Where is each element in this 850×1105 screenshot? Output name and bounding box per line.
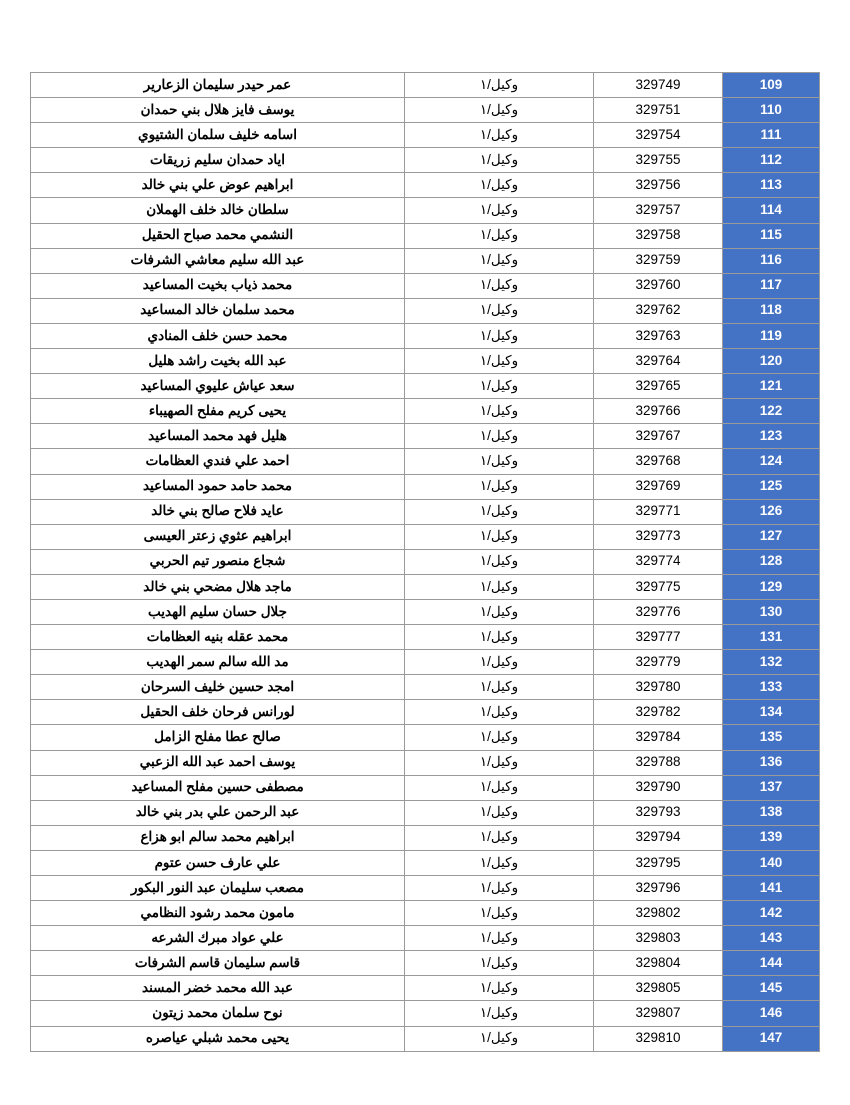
row-id-cell: 329775 bbox=[594, 574, 723, 599]
row-id-cell: 329755 bbox=[594, 148, 723, 173]
row-index-cell: 133 bbox=[723, 675, 820, 700]
row-index-cell: 112 bbox=[723, 148, 820, 173]
table-row bbox=[31, 574, 820, 599]
row-id-cell: 329796 bbox=[594, 876, 723, 901]
row-name-cell: النشمي محمد صباح الحقيل bbox=[31, 223, 405, 248]
row-index-cell: 141 bbox=[723, 876, 820, 901]
table-row bbox=[31, 675, 820, 700]
row-id-cell: 329804 bbox=[594, 951, 723, 976]
row-index-cell: 138 bbox=[723, 800, 820, 825]
row-id-cell: 329802 bbox=[594, 901, 723, 926]
row-type-cell: وكيل/١ bbox=[405, 524, 594, 549]
table-row bbox=[31, 650, 820, 675]
row-id-cell: 329807 bbox=[594, 1001, 723, 1026]
row-id-cell: 329767 bbox=[594, 424, 723, 449]
row-type-cell: وكيل/١ bbox=[405, 876, 594, 901]
row-name-cell: عبد الله محمد خضر المسند bbox=[31, 976, 405, 1001]
row-name-cell: عبد الرحمن علي بدر بني خالد bbox=[31, 800, 405, 825]
table-row bbox=[31, 449, 820, 474]
row-name-cell: صالح عطا مفلح الزامل bbox=[31, 725, 405, 750]
row-name-cell: ابراهيم محمد سالم ابو هزاع bbox=[31, 825, 405, 850]
row-id-cell: 329793 bbox=[594, 800, 723, 825]
row-name-cell: شجاع منصور تيم الحربي bbox=[31, 549, 405, 574]
table-row bbox=[31, 524, 820, 549]
row-id-cell: 329790 bbox=[594, 775, 723, 800]
table-row bbox=[31, 800, 820, 825]
row-type-cell: وكيل/١ bbox=[405, 976, 594, 1001]
row-id-cell: 329756 bbox=[594, 173, 723, 198]
row-name-cell: قاسم سليمان قاسم الشرفات bbox=[31, 951, 405, 976]
row-index-cell: 134 bbox=[723, 700, 820, 725]
row-name-cell: محمد سلمان خالد المساعيد bbox=[31, 298, 405, 323]
row-type-cell: وكيل/١ bbox=[405, 424, 594, 449]
row-name-cell: يحيى كريم مفلح الصهيباء bbox=[31, 399, 405, 424]
row-type-cell: وكيل/١ bbox=[405, 625, 594, 650]
row-id-cell: 329757 bbox=[594, 198, 723, 223]
row-name-cell: لورانس فرحان خلف الحقيل bbox=[31, 700, 405, 725]
row-index-cell: 135 bbox=[723, 725, 820, 750]
row-name-cell: يوسف فايز هلال بني حمدان bbox=[31, 98, 405, 123]
table-row bbox=[31, 775, 820, 800]
row-type-cell: وكيل/١ bbox=[405, 374, 594, 399]
row-name-cell: امجد حسين خليف السرحان bbox=[31, 675, 405, 700]
row-index-cell: 126 bbox=[723, 499, 820, 524]
row-id-cell: 329780 bbox=[594, 675, 723, 700]
row-id-cell: 329765 bbox=[594, 374, 723, 399]
table-row bbox=[31, 1026, 820, 1051]
row-name-cell: سعد عياش عليوي المساعيد bbox=[31, 374, 405, 399]
row-name-cell: محمد حسن خلف المنادي bbox=[31, 323, 405, 348]
table-row bbox=[31, 725, 820, 750]
row-name-cell: عمر حيدر سليمان الزعارير bbox=[31, 73, 405, 98]
row-type-cell: وكيل/١ bbox=[405, 323, 594, 348]
row-name-cell: يوسف احمد عبد الله الزعبي bbox=[31, 750, 405, 775]
row-id-cell: 329758 bbox=[594, 223, 723, 248]
row-id-cell: 329749 bbox=[594, 73, 723, 98]
row-id-cell: 329805 bbox=[594, 976, 723, 1001]
row-id-cell: 329777 bbox=[594, 625, 723, 650]
row-id-cell: 329788 bbox=[594, 750, 723, 775]
table-row bbox=[31, 223, 820, 248]
row-id-cell: 329810 bbox=[594, 1026, 723, 1051]
row-type-cell: وكيل/١ bbox=[405, 549, 594, 574]
row-name-cell: محمد عقله بنيه العظامات bbox=[31, 625, 405, 650]
row-id-cell: 329751 bbox=[594, 98, 723, 123]
row-id-cell: 329768 bbox=[594, 449, 723, 474]
table-row bbox=[31, 876, 820, 901]
row-name-cell: علي عارف حسن عتوم bbox=[31, 850, 405, 875]
row-id-cell: 329760 bbox=[594, 273, 723, 298]
row-name-cell: مد الله سالم سمر الهديب bbox=[31, 650, 405, 675]
row-type-cell: وكيل/١ bbox=[405, 248, 594, 273]
row-index-cell: 121 bbox=[723, 374, 820, 399]
table-row bbox=[31, 850, 820, 875]
roster-table bbox=[30, 72, 820, 1052]
table-row bbox=[31, 198, 820, 223]
row-name-cell: ابراهيم عوض علي بني خالد bbox=[31, 173, 405, 198]
row-name-cell: اياد حمدان سليم زريقات bbox=[31, 148, 405, 173]
row-index-cell: 117 bbox=[723, 273, 820, 298]
row-id-cell: 329754 bbox=[594, 123, 723, 148]
row-index-cell: 140 bbox=[723, 850, 820, 875]
row-index-cell: 119 bbox=[723, 323, 820, 348]
row-type-cell: وكيل/١ bbox=[405, 700, 594, 725]
row-type-cell: وكيل/١ bbox=[405, 825, 594, 850]
row-index-cell: 136 bbox=[723, 750, 820, 775]
row-index-cell: 120 bbox=[723, 349, 820, 374]
row-index-cell: 109 bbox=[723, 73, 820, 98]
row-name-cell: احمد علي فندي العظامات bbox=[31, 449, 405, 474]
row-index-cell: 128 bbox=[723, 549, 820, 574]
row-index-cell: 127 bbox=[723, 524, 820, 549]
row-type-cell: وكيل/١ bbox=[405, 850, 594, 875]
row-index-cell: 111 bbox=[723, 123, 820, 148]
table-row bbox=[31, 298, 820, 323]
table-row bbox=[31, 825, 820, 850]
row-type-cell: وكيل/١ bbox=[405, 499, 594, 524]
row-id-cell: 329764 bbox=[594, 349, 723, 374]
row-index-cell: 139 bbox=[723, 825, 820, 850]
row-id-cell: 329771 bbox=[594, 499, 723, 524]
row-index-cell: 123 bbox=[723, 424, 820, 449]
row-index-cell: 142 bbox=[723, 901, 820, 926]
table-row bbox=[31, 926, 820, 951]
table-row bbox=[31, 549, 820, 574]
row-type-cell: وكيل/١ bbox=[405, 98, 594, 123]
row-id-cell: 329784 bbox=[594, 725, 723, 750]
row-id-cell: 329794 bbox=[594, 825, 723, 850]
row-id-cell: 329803 bbox=[594, 926, 723, 951]
row-index-cell: 125 bbox=[723, 474, 820, 499]
row-type-cell: وكيل/١ bbox=[405, 399, 594, 424]
table-row bbox=[31, 424, 820, 449]
table-row bbox=[31, 599, 820, 624]
table-row bbox=[31, 700, 820, 725]
row-type-cell: وكيل/١ bbox=[405, 725, 594, 750]
table-row bbox=[31, 248, 820, 273]
row-type-cell: وكيل/١ bbox=[405, 349, 594, 374]
row-name-cell: عايد فلاح صالح بني خالد bbox=[31, 499, 405, 524]
row-type-cell: وكيل/١ bbox=[405, 574, 594, 599]
table-row bbox=[31, 951, 820, 976]
row-name-cell: هليل فهد محمد المساعيد bbox=[31, 424, 405, 449]
row-id-cell: 329759 bbox=[594, 248, 723, 273]
row-index-cell: 122 bbox=[723, 399, 820, 424]
row-index-cell: 131 bbox=[723, 625, 820, 650]
table-row bbox=[31, 750, 820, 775]
row-type-cell: وكيل/١ bbox=[405, 599, 594, 624]
table-row bbox=[31, 323, 820, 348]
row-index-cell: 115 bbox=[723, 223, 820, 248]
row-type-cell: وكيل/١ bbox=[405, 73, 594, 98]
row-type-cell: وكيل/١ bbox=[405, 951, 594, 976]
row-type-cell: وكيل/١ bbox=[405, 273, 594, 298]
row-index-cell: 113 bbox=[723, 173, 820, 198]
table-row bbox=[31, 374, 820, 399]
row-index-cell: 147 bbox=[723, 1026, 820, 1051]
row-index-cell: 130 bbox=[723, 599, 820, 624]
row-index-cell: 144 bbox=[723, 951, 820, 976]
row-type-cell: وكيل/١ bbox=[405, 474, 594, 499]
row-name-cell: سلطان خالد خلف الهملان bbox=[31, 198, 405, 223]
row-name-cell: مامون محمد رشود النظامي bbox=[31, 901, 405, 926]
row-name-cell: ابراهيم عثوي زعتر العيسى bbox=[31, 524, 405, 549]
row-id-cell: 329769 bbox=[594, 474, 723, 499]
row-type-cell: وكيل/١ bbox=[405, 223, 594, 248]
table-row bbox=[31, 499, 820, 524]
row-name-cell: عبد الله سليم معاشي الشرفات bbox=[31, 248, 405, 273]
row-name-cell: جلال حسان سليم الهديب bbox=[31, 599, 405, 624]
row-id-cell: 329763 bbox=[594, 323, 723, 348]
row-type-cell: وكيل/١ bbox=[405, 173, 594, 198]
row-index-cell: 137 bbox=[723, 775, 820, 800]
row-type-cell: وكيل/١ bbox=[405, 775, 594, 800]
row-id-cell: 329766 bbox=[594, 399, 723, 424]
table-row bbox=[31, 73, 820, 98]
table-row bbox=[31, 173, 820, 198]
row-name-cell: نوح سلمان محمد زيتون bbox=[31, 1001, 405, 1026]
row-type-cell: وكيل/١ bbox=[405, 449, 594, 474]
row-index-cell: 132 bbox=[723, 650, 820, 675]
table-row bbox=[31, 625, 820, 650]
row-type-cell: وكيل/١ bbox=[405, 198, 594, 223]
table-row bbox=[31, 1001, 820, 1026]
row-index-cell: 129 bbox=[723, 574, 820, 599]
table-row bbox=[31, 474, 820, 499]
row-name-cell: محمد ذياب بخيت المساعيد bbox=[31, 273, 405, 298]
roster-table-body bbox=[31, 73, 820, 1052]
table-row bbox=[31, 399, 820, 424]
row-type-cell: وكيل/١ bbox=[405, 901, 594, 926]
table-row bbox=[31, 273, 820, 298]
row-index-cell: 124 bbox=[723, 449, 820, 474]
row-name-cell: مصطفى حسين مفلح المساعيد bbox=[31, 775, 405, 800]
row-id-cell: 329795 bbox=[594, 850, 723, 875]
table-row bbox=[31, 98, 820, 123]
row-name-cell: عبد الله بخيت راشد هليل bbox=[31, 349, 405, 374]
row-type-cell: وكيل/١ bbox=[405, 750, 594, 775]
row-index-cell: 116 bbox=[723, 248, 820, 273]
row-name-cell: ماجد هلال مضحي بني خالد bbox=[31, 574, 405, 599]
row-type-cell: وكيل/١ bbox=[405, 148, 594, 173]
row-index-cell: 110 bbox=[723, 98, 820, 123]
row-name-cell: يحيى محمد شبلي عياصره bbox=[31, 1026, 405, 1051]
row-type-cell: وكيل/١ bbox=[405, 1026, 594, 1051]
table-row bbox=[31, 901, 820, 926]
row-name-cell: مصعب سليمان عبد النور البكور bbox=[31, 876, 405, 901]
row-type-cell: وكيل/١ bbox=[405, 650, 594, 675]
row-index-cell: 118 bbox=[723, 298, 820, 323]
row-type-cell: وكيل/١ bbox=[405, 926, 594, 951]
row-name-cell: محمد حامد حمود المساعيد bbox=[31, 474, 405, 499]
table-row bbox=[31, 976, 820, 1001]
row-name-cell: اسامه خليف سلمان الشتيوي bbox=[31, 123, 405, 148]
row-type-cell: وكيل/١ bbox=[405, 298, 594, 323]
row-type-cell: وكيل/١ bbox=[405, 1001, 594, 1026]
row-id-cell: 329779 bbox=[594, 650, 723, 675]
row-type-cell: وكيل/١ bbox=[405, 123, 594, 148]
table-row bbox=[31, 349, 820, 374]
row-index-cell: 114 bbox=[723, 198, 820, 223]
row-type-cell: وكيل/١ bbox=[405, 800, 594, 825]
row-type-cell: وكيل/١ bbox=[405, 675, 594, 700]
row-index-cell: 143 bbox=[723, 926, 820, 951]
row-name-cell: علي عواد مبرك الشرعه bbox=[31, 926, 405, 951]
row-id-cell: 329776 bbox=[594, 599, 723, 624]
row-index-cell: 146 bbox=[723, 1001, 820, 1026]
row-index-cell: 145 bbox=[723, 976, 820, 1001]
row-id-cell: 329782 bbox=[594, 700, 723, 725]
table-row bbox=[31, 123, 820, 148]
table-row bbox=[31, 148, 820, 173]
row-id-cell: 329773 bbox=[594, 524, 723, 549]
row-id-cell: 329762 bbox=[594, 298, 723, 323]
row-id-cell: 329774 bbox=[594, 549, 723, 574]
